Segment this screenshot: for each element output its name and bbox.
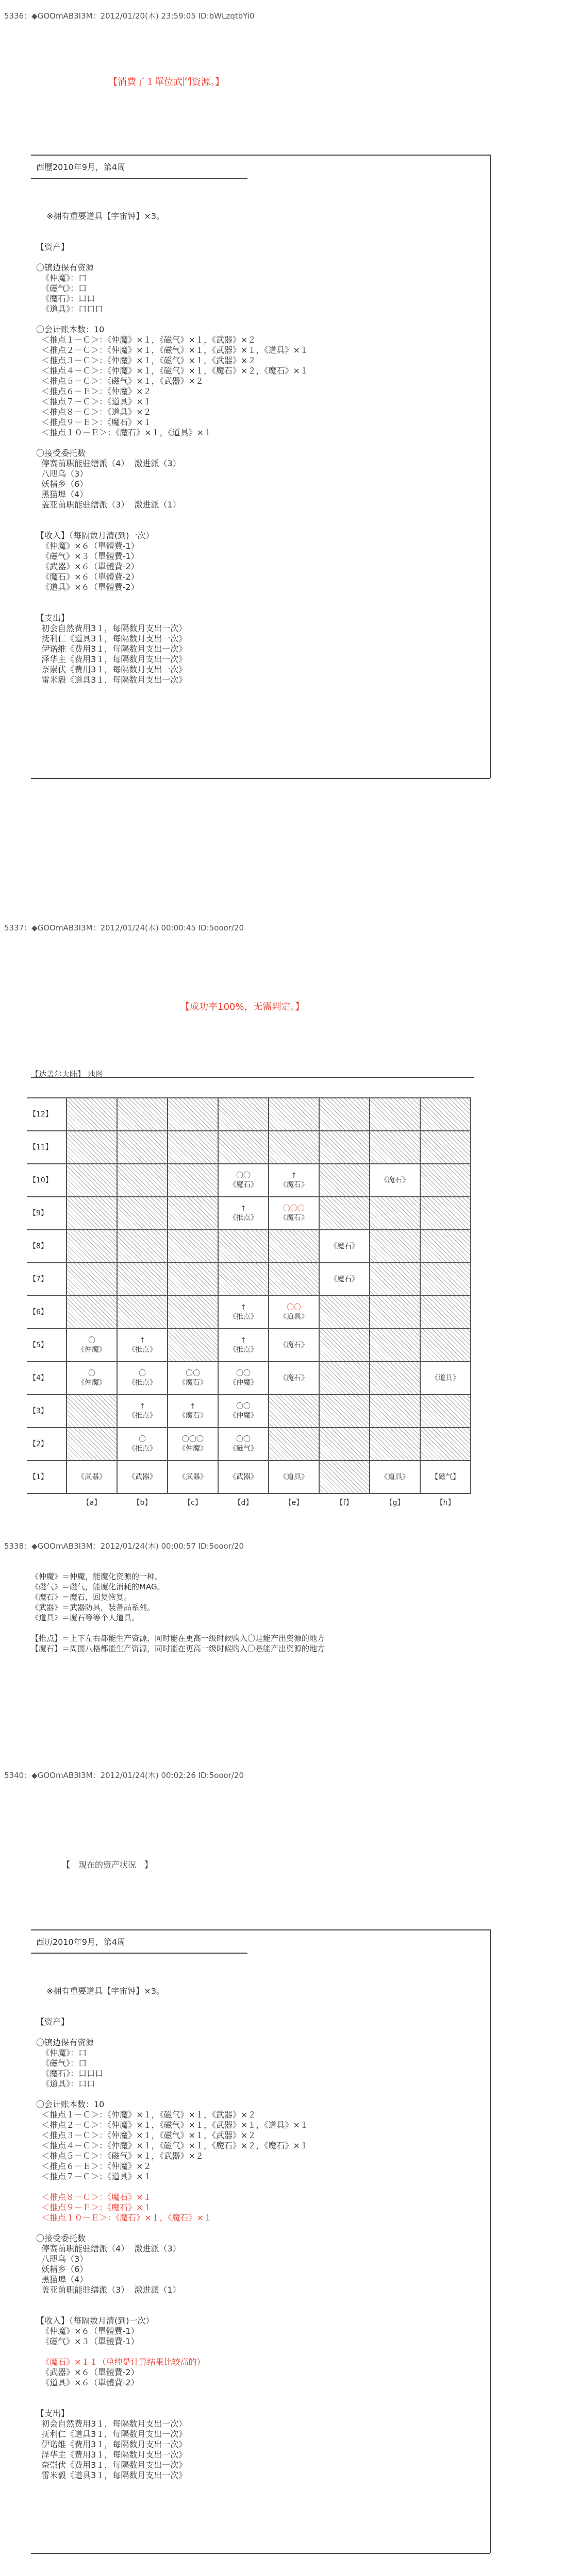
- row-label: 【1】: [27, 1461, 67, 1494]
- map-cell: [168, 1263, 218, 1296]
- column-label: 【g】: [385, 1499, 405, 1507]
- map-cell: 《武器》: [168, 1461, 218, 1494]
- frame-divider: [31, 1929, 490, 1930]
- map-cell: [218, 1263, 269, 1296]
- map-cell: [420, 1230, 471, 1263]
- map-row: [27, 1461, 471, 1494]
- map-row: [27, 1329, 471, 1362]
- frame-divider: [31, 1953, 247, 1954]
- row-label: 【5】: [27, 1329, 67, 1362]
- map-cell: [420, 1098, 471, 1131]
- row-label: 【3】: [27, 1395, 67, 1428]
- post-header: 5337：◆GOOmAB3I3M：2012/01/24(木) 00:00:45 ID:5ooor/20: [4, 923, 244, 933]
- note-text: ※拥有重要道具【宇宙钟】×3。: [46, 1986, 164, 1996]
- changed-income: 《魔石》×１１（单纯是计算结果比较高的）: [36, 2357, 205, 2367]
- legend-text: 《仲魔》＝仲魔，能魔化资源的一种。 《磁气》＝磁气，能魔化消耗的MAG。 《魔石》＝魔石，回复恢复。 《武器》＝武器防具，装备品系列。 《道具》＝魔石等等个人道具。 【推点】＝上下左右都能生产资源，同时能在更高一级时候购入〇是能产出资源的地方 【魔石】＝周围八格都能生产资源，同时能在更高一级时候购入〇是能产出资源的地方: [31, 1572, 325, 1653]
- map-cell: [370, 1329, 420, 1362]
- post-header: 5336：◆GOOmAB3I3M：2012/01/20(木) 23:59:05 ID:bWLzqtbYi0: [4, 11, 255, 21]
- map-cell: [370, 1098, 420, 1131]
- map-row: [27, 1395, 471, 1428]
- map-cell: 《魔石》: [370, 1164, 420, 1197]
- map-cell: [370, 1428, 420, 1461]
- map-cell: [319, 1461, 370, 1494]
- map-cell: [67, 1395, 117, 1428]
- map-cell: [420, 1395, 471, 1428]
- map-cell: 〇〇〇 《仲魔》: [168, 1428, 218, 1461]
- map-row: [27, 1131, 471, 1164]
- period-label: 西歷2010年9月，第4周: [36, 162, 126, 172]
- frame-divider: [490, 1929, 491, 2553]
- period-label: 西历2010年9月，第4周: [36, 1937, 126, 1947]
- map-row: [27, 1362, 471, 1395]
- map-cell: [168, 1197, 218, 1230]
- map-cell: [420, 1263, 471, 1296]
- map-cell: 〇 《推点》: [117, 1362, 168, 1395]
- column-label: 【f】: [336, 1499, 353, 1507]
- map-cell: [420, 1197, 471, 1230]
- map-cell: [319, 1164, 370, 1197]
- map-cell: [420, 1329, 471, 1362]
- map-cell: [67, 1296, 117, 1329]
- map-cell: [319, 1395, 370, 1428]
- map-cell: 《魔石》: [319, 1230, 370, 1263]
- map-cell: [168, 1131, 218, 1164]
- map-cell: [218, 1230, 269, 1263]
- map-cell: 〇〇 《磁气》: [218, 1428, 269, 1461]
- map-cell: 《道具》: [370, 1461, 420, 1494]
- map-cell: 〇 《仲魔》: [67, 1362, 117, 1395]
- column-label: 【b】: [132, 1499, 152, 1507]
- result-banner: 【成功率100%，无需判定。】: [180, 1002, 305, 1012]
- row-label: 【2】: [27, 1428, 67, 1461]
- map-cell: [67, 1164, 117, 1197]
- map-cell: [117, 1263, 168, 1296]
- column-label: 【d】: [234, 1499, 253, 1507]
- map-cell: [168, 1296, 218, 1329]
- map-row: [27, 1428, 471, 1461]
- map-cell: [269, 1098, 319, 1131]
- map-cell: [420, 1296, 471, 1329]
- map-cell: 【磁气】: [420, 1461, 471, 1494]
- map-row: [27, 1296, 471, 1329]
- assets-body: 【资产】 〇镇边保有资源 《仲魔》：口 《磁气》：口 《魔石》：口口口 《道具》：口口 〇会计账本数：10 ＜推点１－Ｃ＞：《仲魔》×１，《磁气》×１，《武器》×２ ＜推点２－Ｃ＞：《仲魔》×１，《磁气》×１，《武器》×１，《道具》×１ ＜推点３－Ｃ＞：《仲魔》×１，《磁气》×１，《武器》×２ ＜推点４－Ｃ＞：《仲魔》×１，《磁气》×１，《魔石》×２，《魔石》×１ ＜推点５－Ｃ＞：《磁气》×１，《武器》×２ ＜推点６－Ｅ＞：《仲魔》×２ ＜推点７－Ｃ＞：《道具》×１: [36, 2017, 308, 2181]
- row-label: 【6】: [27, 1296, 67, 1329]
- map-cell: 〇〇 《仲魔》: [218, 1362, 269, 1395]
- map-cell: [269, 1263, 319, 1296]
- map-cell: 〇 《仲魔》: [67, 1329, 117, 1362]
- map-row: [27, 1164, 471, 1197]
- map-cell: [67, 1428, 117, 1461]
- map-cell: [117, 1098, 168, 1131]
- map-cell: 〇〇 《道具》: [269, 1296, 319, 1329]
- frame-divider: [31, 2553, 490, 2554]
- map-cell: 〇〇 《仲魔》: [218, 1395, 269, 1428]
- map-cell: 〇〇〇 《魔石》: [269, 1197, 319, 1230]
- map-cell: 《魔石》: [269, 1329, 319, 1362]
- map-cell: 《魔石》: [269, 1362, 319, 1395]
- map-cell: [420, 1428, 471, 1461]
- row-label: 【9】: [27, 1197, 67, 1230]
- map-cell: [67, 1263, 117, 1296]
- map-row: [27, 1230, 471, 1263]
- map-cell: [319, 1098, 370, 1131]
- map-cell: ↑ 《推点》: [117, 1329, 168, 1362]
- map-cell: [168, 1098, 218, 1131]
- map-cell: [420, 1164, 471, 1197]
- map-cell: [168, 1230, 218, 1263]
- post-header: 5338：◆GOOmAB3I3M：2012/01/24(木) 00:00:57 ID:5ooor/20: [4, 1541, 244, 1551]
- post-header: 5340：◆GOOmAB3I3M：2012/01/24(木) 00:02:26 ID:5ooor/20: [4, 1771, 244, 1780]
- map-cell: 《道具》: [269, 1461, 319, 1494]
- map-cell: [370, 1230, 420, 1263]
- map-cell: [319, 1362, 370, 1395]
- row-label: 【8】: [27, 1230, 67, 1263]
- map-grid: [27, 1097, 471, 1512]
- result-banner: 【消費了１單位武鬥資源。】: [108, 77, 224, 88]
- map-cell: [269, 1230, 319, 1263]
- assets-body-end: 《武器》×６（單體費-2） 《道具》×６（單體費-2） 【支出】 初会自然费用3１，每隔数月支出一次） 抚利仁《道具3１，每隔数月支出一次》 伊诺维《费用3１，每隔数月支出一次》 泽华主《费用3１，每隔数月支出一次》 奈崇伏《费用3１，每隔数月支出一次》 雷米毅《道具3１，每隔数月支出一次》: [36, 2367, 187, 2480]
- map-cell: [269, 1428, 319, 1461]
- section-title: 【 现在的资产状况 】: [62, 1860, 153, 1870]
- map-row: [27, 1197, 471, 1230]
- row-label: 【10】: [27, 1164, 67, 1197]
- note-text: ※拥有重要道具【宇宙钟】×3。: [46, 211, 164, 221]
- map-cell: [319, 1329, 370, 1362]
- map-cell: 《魔石》: [319, 1263, 370, 1296]
- map-cell: [269, 1395, 319, 1428]
- map-cell: [67, 1131, 117, 1164]
- map-cell: [67, 1230, 117, 1263]
- map-cell: ↑ 《推点》: [117, 1395, 168, 1428]
- map-cell: 《武器》: [218, 1461, 269, 1494]
- map-cell: [370, 1362, 420, 1395]
- frame-divider: [31, 778, 490, 779]
- map-cell: 《武器》: [67, 1461, 117, 1494]
- map-cell: [319, 1428, 370, 1461]
- map-cell: ↑ 《推点》: [218, 1296, 269, 1329]
- frame-divider: [490, 155, 491, 778]
- map-cell: [67, 1197, 117, 1230]
- assets-body-cont: 〇接受委托数 停赛前职能驻缮派（4） 激进派（3） 八咫乌（3） 妖精乡（6） 黑猫埠（4） 盖亚前职能驻缮派（3） 激进派（1） 【收入】（每隔数月清(到)一次） 《仲魔》×６（單體費-1） 《磁气》×３（單體費-1）: [36, 2233, 181, 2346]
- map-cell: [117, 1164, 168, 1197]
- map-cell: [370, 1131, 420, 1164]
- map-cell: [168, 1164, 218, 1197]
- map-cell: [269, 1131, 319, 1164]
- map-cell: [117, 1230, 168, 1263]
- row-label: 【11】: [27, 1131, 67, 1164]
- frame-divider: [31, 1077, 474, 1078]
- map-cell: 〇 《推点》: [117, 1428, 168, 1461]
- map-cell: [117, 1296, 168, 1329]
- column-label: 【h】: [436, 1499, 455, 1507]
- assets-body: 【资产】 〇镇边保有资源 《仲魔》：口 《磁气》：口 《魔石》：口口 《道具》：口口口 〇会计账本数：10 ＜推点１－Ｃ＞：《仲魔》×１，《磁气》×１，《武器》×２ ＜推点２－Ｃ＞：《仲魔》×１，《磁气》×１，《武器》×１，《道具》×１ ＜推点３－Ｃ＞：《仲魔》×１，《磁气》×１，《武器》×２ ＜推点４－Ｃ＞：《仲魔》×１，《磁气》×１，《魔石》×２，《魔石》×１ ＜推点５－Ｃ＞：《磁气》×１，《武器》×２ ＜推点６－Ｅ＞：《仲魔》×２ ＜推点７－Ｃ＞：《道具》×１ ＜推点８－Ｃ＞：《道具》×２ ＜推点９－Ｅ＞：《魔石》×１ ＜推点１０－Ｅ＞：《魔石》×１，《道具》×１ 〇接受委托数 停赛前职能驻缮派（4） 激进派（3） 八咫乌（3） 妖精乡（6） 黑猫埠（4） 盖亚前职能驻缮派（3） 激进派（1） 【收入】（每隔数月清(到)一次） 《仲魔》×６（單體費-1） 《磁气》×３（單體費-1） 《武器》×６（單體費-2） 《魔石》×６（單體費-2） 《道具》×６（單體費-2） 【支出】 初会自然费用3１，每隔数月支出一次） 抚利仁《道具3１，每隔数月支出一次》 伊诺维《费用3１，每隔数月支出一次》 泽华主《费用3１，每隔数月支出一次》 奈崇伏《费用3１，每隔数月支出一次》 雷米毅《道具3１，每隔数月支出一次》: [36, 242, 308, 685]
- map-row: [27, 1098, 471, 1131]
- map-cell: 〇〇 《魔石》: [218, 1164, 269, 1197]
- frame-divider: [31, 178, 247, 179]
- map-cell: [319, 1197, 370, 1230]
- map-cell: [168, 1329, 218, 1362]
- map-cell: [370, 1197, 420, 1230]
- map-cell: [218, 1131, 269, 1164]
- map-cell: [370, 1263, 420, 1296]
- column-headers: [27, 1494, 471, 1512]
- map-cell: [319, 1131, 370, 1164]
- map-cell: [370, 1296, 420, 1329]
- frame-divider: [31, 155, 490, 156]
- row-label: 【4】: [27, 1362, 67, 1395]
- map-cell: [67, 1098, 117, 1131]
- map-title: 【达盖尔大陆】 地图: [31, 1070, 103, 1079]
- map-cell: [117, 1197, 168, 1230]
- column-label: 【c】: [184, 1499, 202, 1507]
- map-cell: 《武器》: [117, 1461, 168, 1494]
- map-cell: ↑ 《推点》: [218, 1197, 269, 1230]
- map-cell: [370, 1395, 420, 1428]
- map-cell: [420, 1131, 471, 1164]
- map-cell: ↑ 《魔石》: [269, 1164, 319, 1197]
- map-cell: [218, 1098, 269, 1131]
- map-cell: 〇〇 《魔石》: [168, 1362, 218, 1395]
- map-cell: [117, 1131, 168, 1164]
- column-label: 【e】: [284, 1499, 304, 1507]
- row-label: 【7】: [27, 1263, 67, 1296]
- column-label: 【a】: [82, 1499, 102, 1507]
- map-cell: [319, 1296, 370, 1329]
- map-row: [27, 1263, 471, 1296]
- map-cell: ↑ 《魔石》: [168, 1395, 218, 1428]
- row-label: 【12】: [27, 1098, 67, 1131]
- map-cell: ↑ 《推点》: [218, 1329, 269, 1362]
- changed-assets: ＜推点８－Ｃ＞：《魔石》×１ ＜推点９－Ｅ＞：《魔石》×１ ＜推点１０－Ｅ＞：《魔石》×１，《魔石》×１: [41, 2192, 212, 2223]
- map-cell: 《道具》: [420, 1362, 471, 1395]
